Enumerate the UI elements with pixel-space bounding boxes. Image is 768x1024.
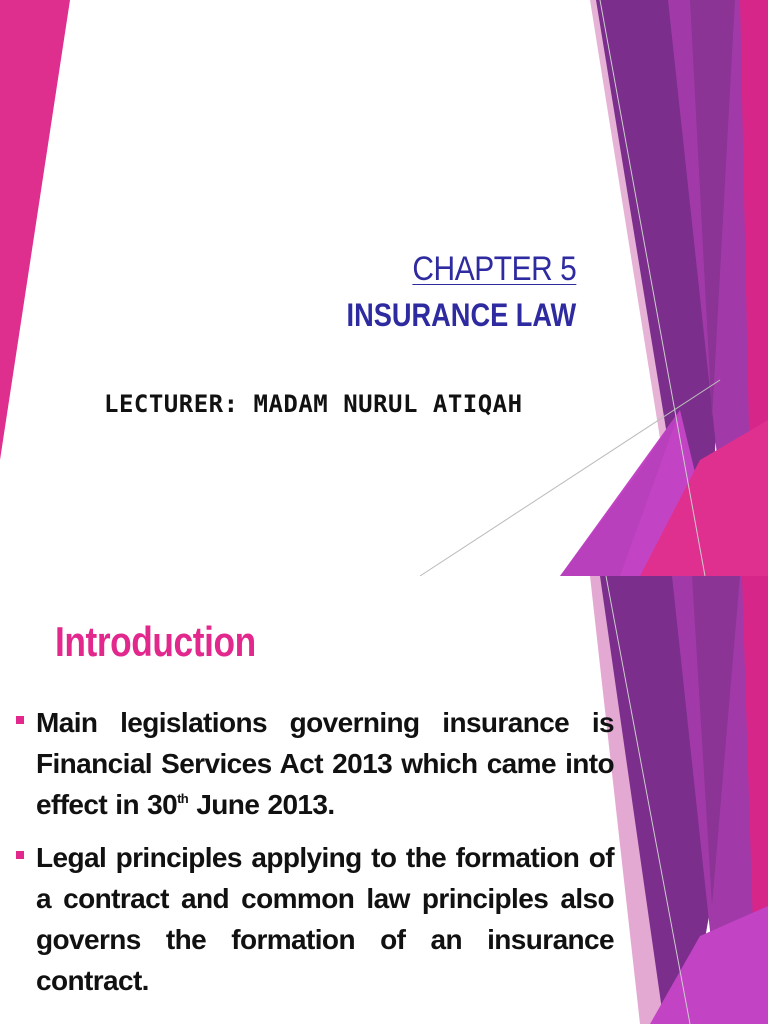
chapter-heading: CHAPTER 5 [412,250,576,288]
square-bullet-icon [16,851,24,859]
lecturer-name: LECTURER: MADAM NURUL ATIQAH [104,390,523,418]
slide-title: Introduction [55,618,256,665]
left-pink-panel [0,0,70,460]
point-text: Legal principles applying to the formation of a contract and common law principles also governs the formation of an insurance contract. [36,842,614,996]
ordinal-suffix: th [177,791,189,806]
square-bullet-icon [16,716,24,724]
list-item [14,702,614,825]
list-item [14,837,614,1001]
point-text-end: June 2013. [188,789,335,820]
introduction-slide [0,576,768,1024]
point-text: Main legislations governing insurance is Financial Services Act 2013 which came into effect in 30 [36,707,614,820]
subject-heading: INSURANCE LAW [346,297,576,333]
bullet-list [14,702,614,1013]
